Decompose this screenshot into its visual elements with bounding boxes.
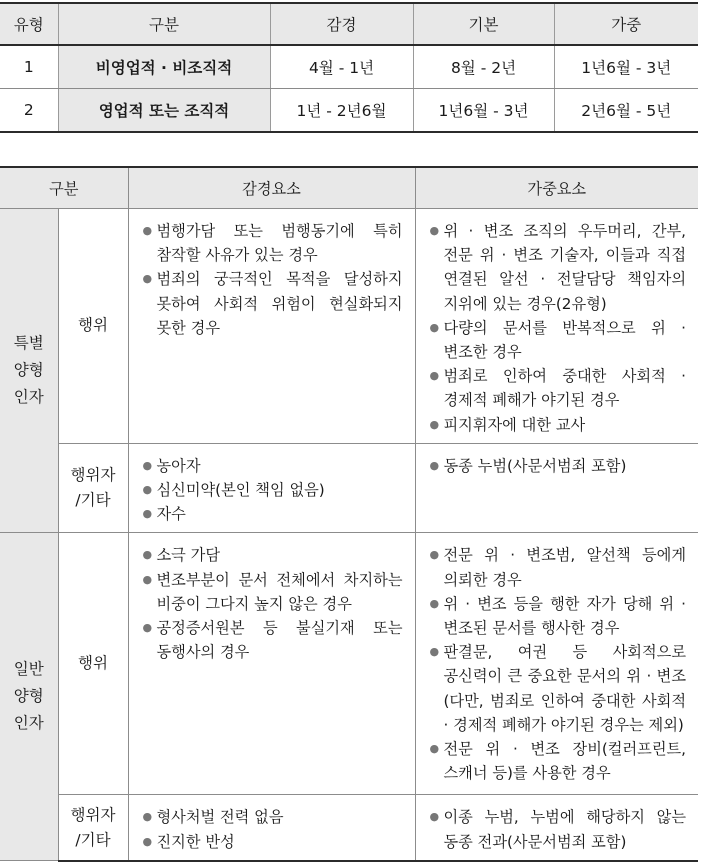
list-item: ● 변조부분이 문서 전체에서 차지하는 비중이 그다지 높지 않은 경우 bbox=[143, 568, 403, 616]
mitigating-factor-list bbox=[129, 533, 415, 670]
mitigating-factor-list bbox=[129, 795, 415, 859]
header-category: 구분 bbox=[58, 3, 270, 45]
list-item: ● 공정증서원본 등 불실기재 또는 동행사의 경우 bbox=[143, 616, 403, 664]
aggravating-factor-list bbox=[416, 444, 699, 484]
subcategory-label: 행위 bbox=[58, 209, 128, 444]
cell-category: 영업적 또는 조직적 bbox=[58, 89, 270, 133]
header-reduced: 감경 bbox=[270, 3, 413, 45]
subcategory-label: 행위자 /기타 bbox=[58, 795, 128, 861]
list-item: ● 범죄로 인하여 중대한 사회적 · 경제적 폐해가 야기된 경우 bbox=[430, 364, 687, 412]
list-item: ● 전문 위 · 변조 장비(컬러프린트, 스캐너 등)를 사용한 경우 bbox=[430, 737, 687, 785]
table-row bbox=[0, 533, 698, 795]
list-item: ● 농아자 bbox=[143, 454, 403, 478]
table-row bbox=[0, 443, 698, 533]
aggravating-factor-list bbox=[416, 533, 699, 791]
list-item: ● 이종 누범, 누범에 해당하지 않는 동종 전과(사문서범죄 포함) bbox=[430, 805, 687, 853]
list-item: ● 범죄의 궁극적인 목적을 달성하지 못하여 사회적 위험이 현실화되지 못한 경우 bbox=[143, 267, 403, 340]
aggravating-factors-cell bbox=[415, 795, 698, 861]
cell-category: 비영업적 · 비조직적 bbox=[58, 45, 270, 89]
table-row bbox=[0, 45, 698, 89]
group-label-special: 특별 양형 인자 bbox=[0, 209, 58, 533]
list-item: ● 범행가담 또는 범행동기에 특히 참작할 사유가 있는 경우 bbox=[143, 219, 403, 267]
table-header-row bbox=[0, 3, 698, 45]
cell-aggravated: 2년6월 - 5년 bbox=[554, 89, 698, 133]
cell-aggravated: 1년6월 - 3년 bbox=[554, 45, 698, 89]
sentencing-factors-table bbox=[0, 166, 698, 862]
list-item: ● 동종 누범(사문서범죄 포함) bbox=[430, 454, 687, 478]
sentencing-range-table bbox=[0, 2, 698, 133]
table-row bbox=[0, 89, 698, 133]
cell-type: 2 bbox=[0, 89, 58, 133]
aggravating-factors-cell bbox=[415, 209, 698, 444]
list-item: ● 위 · 변조 조직의 우두머리, 간부, 전문 위 · 변조 기술자, 이들과 직접 연결된 알선 · 전달담당 책임자의 지위에 있는 경우(2유형) bbox=[430, 219, 687, 316]
list-item: ● 피지휘자에 대한 교사 bbox=[430, 413, 687, 437]
list-item: ● 판결문, 여권 등 사회적으로 공신력이 큰 중요한 문서의 위 · 변조(다만, 범죄로 인하여 중대한 사회적 · 경제적 폐해가 야기된 경우는 제외) bbox=[430, 640, 687, 737]
table-header-row bbox=[0, 167, 698, 209]
header-category: 구분 bbox=[0, 167, 128, 209]
mitigating-factor-list bbox=[129, 444, 415, 533]
list-item: ● 소극 가담 bbox=[143, 543, 403, 567]
mitigating-factors-cell bbox=[128, 443, 415, 533]
table-row bbox=[0, 795, 698, 861]
aggravating-factor-list bbox=[416, 209, 699, 443]
list-item: ● 형사처벌 전력 없음 bbox=[143, 805, 403, 829]
header-mitigating: 감경요소 bbox=[128, 167, 415, 209]
subcategory-label: 행위 bbox=[58, 533, 128, 795]
mitigating-factor-list bbox=[129, 209, 415, 346]
list-item: ● 진지한 반성 bbox=[143, 830, 403, 854]
aggravating-factors-cell bbox=[415, 443, 698, 533]
list-item: ● 자수 bbox=[143, 502, 403, 526]
table-row bbox=[0, 209, 698, 444]
mitigating-factors-cell bbox=[128, 209, 415, 444]
group-label-general: 일반 양형 인자 bbox=[0, 533, 58, 861]
cell-reduced: 4월 - 1년 bbox=[270, 45, 413, 89]
list-item: ● 위 · 변조 등을 행한 자가 당해 위 · 변조된 문서를 행사한 경우 bbox=[430, 592, 687, 640]
aggravating-factor-list bbox=[416, 795, 699, 859]
header-basic: 기본 bbox=[413, 3, 554, 45]
list-item: ● 전문 위 · 변조범, 알선책 등에게 의뢰한 경우 bbox=[430, 543, 687, 591]
aggravating-factors-cell bbox=[415, 533, 698, 795]
list-item: ● 다량의 문서를 반복적으로 위 · 변조한 경우 bbox=[430, 316, 687, 364]
cell-basic: 8월 - 2년 bbox=[413, 45, 554, 89]
header-aggravated: 가중 bbox=[554, 3, 698, 45]
mitigating-factors-cell bbox=[128, 795, 415, 861]
list-item: ● 심신미약(본인 책임 없음) bbox=[143, 478, 403, 502]
mitigating-factors-cell bbox=[128, 533, 415, 795]
cell-reduced: 1년 - 2년6월 bbox=[270, 89, 413, 133]
cell-type: 1 bbox=[0, 45, 58, 89]
header-aggravating: 가중요소 bbox=[415, 167, 698, 209]
header-type: 유형 bbox=[0, 3, 58, 45]
subcategory-label: 행위자 /기타 bbox=[58, 443, 128, 533]
cell-basic: 1년6월 - 3년 bbox=[413, 89, 554, 133]
